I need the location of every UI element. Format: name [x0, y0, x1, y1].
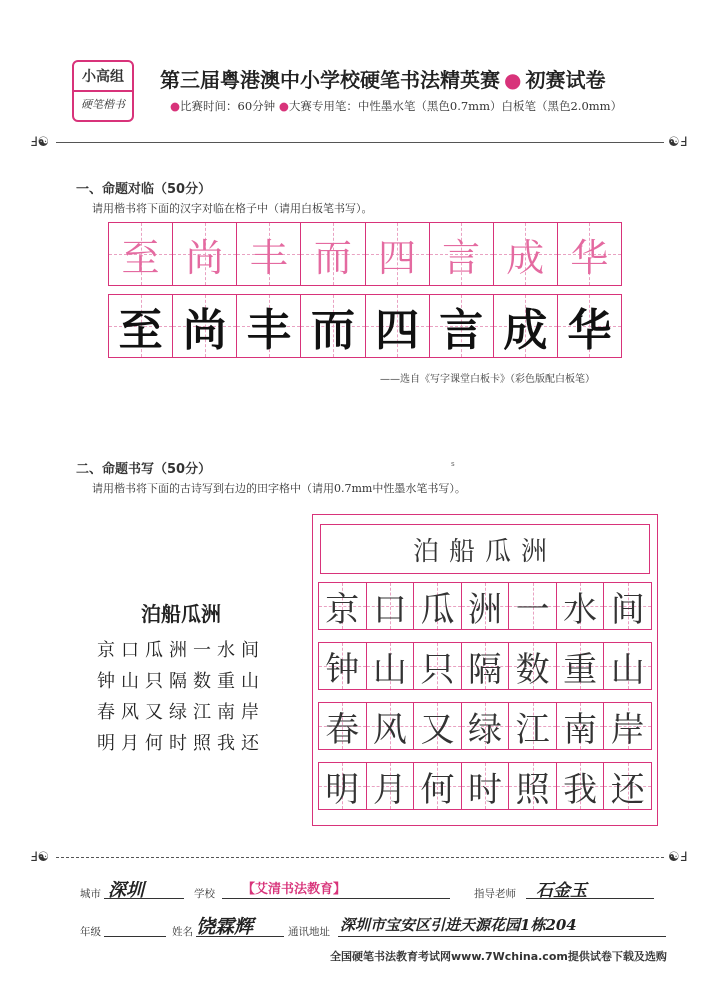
- answer-char: 京: [319, 583, 367, 629]
- source-caption: ——选自《写字课堂白板卡》（彩色版配白板笔）: [380, 374, 595, 385]
- address-value[interactable]: 深圳市宝安区引进天源花园1栋204: [340, 916, 577, 934]
- answer-char: 春: [319, 703, 367, 749]
- section2-instruction: 请用楷书将下面的古诗写到右边的田字格中（请用0.7mm中性墨水笔书写）。: [92, 482, 466, 495]
- poem-line: 钟山只隔数重山: [97, 671, 265, 692]
- model-char: 言: [430, 223, 494, 285]
- grade-line: [104, 936, 166, 937]
- answer-char: 风: [367, 703, 415, 749]
- answer-char: 山: [604, 643, 651, 689]
- answer-row: [318, 762, 652, 810]
- teacher-value[interactable]: 石金玉: [536, 881, 587, 901]
- ornament-right-icon: ☯Ⅎ: [668, 135, 688, 150]
- model-char: 而: [301, 223, 365, 285]
- school-line: [222, 898, 450, 899]
- answer-char: 南: [557, 703, 605, 749]
- bottom-divider: [56, 857, 664, 858]
- exam-info: [170, 98, 622, 114]
- written-char: 言: [430, 295, 494, 357]
- page-mark: s: [451, 460, 455, 468]
- name-value[interactable]: 饶霖辉: [196, 916, 254, 938]
- bullet-icon: ●: [278, 99, 289, 113]
- title-tail: 初赛试卷: [525, 68, 606, 92]
- badge-group: 小高组: [74, 62, 132, 92]
- written-char: 丰: [237, 295, 301, 357]
- address-label: 通讯地址: [288, 926, 330, 938]
- answer-char: 还: [604, 763, 651, 809]
- answer-char: 何: [414, 763, 462, 809]
- answer-char: 照: [509, 763, 557, 809]
- city-label: 城市: [80, 888, 101, 900]
- poem-line: 明月何时照我还: [97, 733, 265, 754]
- name-label: 姓名: [172, 926, 193, 938]
- ornament-left-icon: Ⅎ☯: [30, 850, 50, 865]
- written-char: 尚: [173, 295, 237, 357]
- badge-category: 硬笔楷书: [81, 98, 125, 111]
- section2-title: 二、命题书写（50分）: [76, 462, 212, 477]
- answer-char: 数: [509, 643, 557, 689]
- answer-char: 钟: [319, 643, 367, 689]
- section1-title: 一、命题对临（50分）: [76, 182, 212, 197]
- ornament-right-icon: ☯Ⅎ: [668, 850, 688, 865]
- address-line: [338, 936, 666, 937]
- school-label: 学校: [194, 888, 215, 900]
- school-value[interactable]: 【艾清书法教育】: [242, 882, 347, 897]
- poem-reference: [86, 598, 276, 759]
- answer-char: 一: [509, 583, 557, 629]
- header-divider: [56, 142, 664, 143]
- poem-line: 京口瓜洲一水间: [97, 640, 265, 661]
- model-row: [108, 222, 622, 286]
- answer-char: 绿: [462, 703, 510, 749]
- title-main: 第三届粤港澳中小学校硬笔书法精英赛: [160, 68, 500, 92]
- exam-time: 比赛时间：60分钟: [180, 99, 276, 113]
- page-title: [160, 64, 605, 93]
- answer-char: 岸: [604, 703, 651, 749]
- answer-char: 我: [557, 763, 605, 809]
- footer-note: 全国硬笔书法教育考试网www.7Wchina.com提供试卷下载及选购: [330, 950, 667, 963]
- model-char: 尚: [173, 223, 237, 285]
- answer-row: [318, 642, 652, 690]
- answer-char: 口: [367, 583, 415, 629]
- model-char: 至: [109, 223, 173, 285]
- answer-char: 又: [414, 703, 462, 749]
- poem-line: 春风又绿江南岸: [97, 702, 265, 723]
- model-char: 丰: [237, 223, 301, 285]
- written-char: 四: [366, 295, 430, 357]
- answer-char: 水: [557, 583, 605, 629]
- answer-char: 洲: [462, 583, 510, 629]
- answer-row: [318, 582, 652, 630]
- answer-char: 江: [509, 703, 557, 749]
- teacher-label: 指导老师: [474, 888, 516, 900]
- model-char: 四: [366, 223, 430, 285]
- grade-label: 年级: [80, 926, 101, 938]
- answer-char: 只: [414, 643, 462, 689]
- answer-char: 间: [604, 583, 651, 629]
- answer-char: 山: [367, 643, 415, 689]
- written-char: 成: [494, 295, 558, 357]
- written-char: 至: [109, 295, 173, 357]
- bullet-icon: ●: [170, 99, 181, 113]
- exam-pens: 大赛专用笔：中性墨水笔（黑色0.7mm）白板笔（黑色2.0mm）: [288, 99, 623, 113]
- city-value[interactable]: 深圳: [108, 880, 144, 901]
- answer-char: 瓜: [414, 583, 462, 629]
- ornament-left-icon: Ⅎ☯: [30, 135, 50, 150]
- answer-title-box: [320, 524, 650, 574]
- answer-char: 明: [319, 763, 367, 809]
- answer-row: [318, 702, 652, 750]
- model-char: 华: [558, 223, 621, 285]
- answer-char: 月: [367, 763, 415, 809]
- model-char: 成: [494, 223, 558, 285]
- title-dot: ●: [504, 68, 522, 92]
- written-char: 而: [301, 295, 365, 357]
- answer-char: 时: [462, 763, 510, 809]
- answer-title: 泊船瓜洲: [412, 536, 557, 567]
- answer-char: 重: [557, 643, 605, 689]
- section1-instruction: 请用楷书将下面的汉字对临在格子中（请用白板笔书写）。: [92, 202, 373, 215]
- written-char: 华: [558, 295, 621, 357]
- poem-title: 泊船瓜洲: [141, 602, 221, 626]
- answer-char: 隔: [462, 643, 510, 689]
- group-badge: [72, 60, 134, 122]
- written-row: [108, 294, 622, 358]
